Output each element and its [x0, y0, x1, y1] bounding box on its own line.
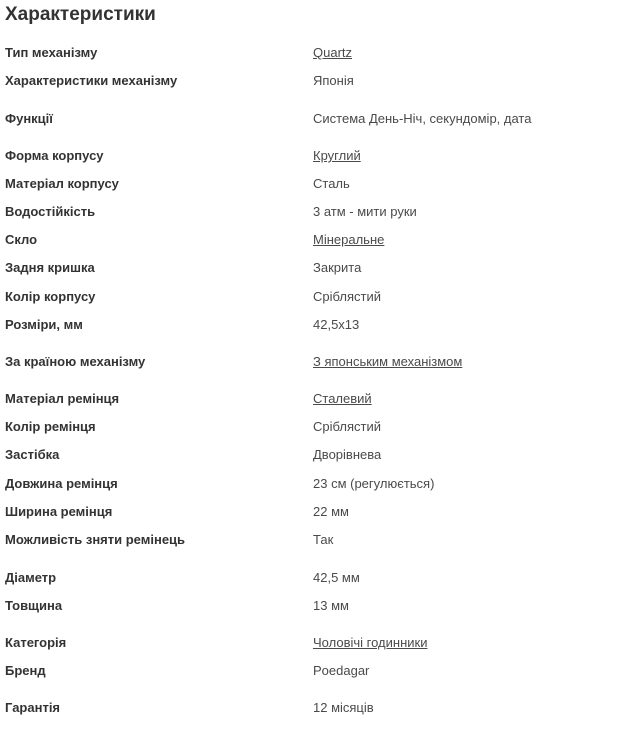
- spec-value: 12 місяців: [313, 700, 374, 715]
- section-title: Характеристики: [5, 4, 156, 25]
- spec-value: 42,5x13: [313, 317, 360, 332]
- spec-label: Матеріал корпусу: [5, 176, 119, 191]
- spec-row: [0, 317, 640, 337]
- spec-row: [0, 476, 640, 496]
- spec-row: [0, 700, 640, 720]
- spec-row: [0, 635, 640, 655]
- spec-row: [0, 260, 640, 280]
- spec-label: Розміри, мм: [5, 317, 83, 332]
- spec-label: За країною механізму: [5, 354, 146, 369]
- spec-value: Сталь: [313, 176, 350, 191]
- spec-value: Японія: [313, 73, 354, 88]
- spec-label: Задня кришка: [5, 260, 95, 275]
- spec-label: Матеріал ремінця: [5, 391, 120, 406]
- spec-row: [0, 419, 640, 439]
- spec-label: Ширина ремінця: [5, 504, 113, 519]
- spec-label: Функції: [5, 111, 53, 126]
- spec-label: Можливість зняти ремінець: [5, 532, 186, 547]
- spec-row: [0, 532, 640, 552]
- spec-label: Довжина ремінця: [5, 476, 118, 491]
- spec-row: [0, 176, 640, 196]
- spec-row: [0, 204, 640, 224]
- spec-label: Гарантія: [5, 700, 61, 715]
- spec-row: [0, 391, 640, 411]
- spec-label: Товщина: [5, 598, 63, 613]
- spec-label: Категорія: [5, 635, 67, 650]
- spec-value: 3 атм - мити руки: [313, 204, 417, 219]
- spec-value-link[interactable]: Сталевий: [313, 391, 372, 406]
- spec-value: Дворівнева: [313, 447, 382, 462]
- spec-row: [0, 111, 640, 131]
- spec-row: [0, 148, 640, 168]
- spec-label: Бренд: [5, 663, 46, 678]
- spec-row: [0, 663, 640, 683]
- spec-row: [0, 570, 640, 590]
- spec-value: 13 мм: [313, 598, 349, 613]
- spec-label: Форма корпусу: [5, 148, 104, 163]
- spec-row: [0, 447, 640, 467]
- spec-row: [0, 232, 640, 252]
- spec-label: Застібка: [5, 447, 60, 462]
- spec-value: 22 мм: [313, 504, 349, 519]
- spec-value-link[interactable]: Quartz: [313, 45, 353, 60]
- spec-label: Скло: [5, 232, 38, 247]
- spec-row: [0, 45, 640, 65]
- spec-value-link[interactable]: Мінеральне: [313, 232, 385, 247]
- spec-row: [0, 289, 640, 309]
- spec-row: [0, 598, 640, 618]
- spec-value: 23 см (регулюється): [313, 476, 435, 491]
- spec-value: Сріблястий: [313, 289, 381, 304]
- spec-label: Тип механізму: [5, 45, 98, 60]
- spec-value: 42,5 мм: [313, 570, 360, 585]
- spec-label: Водостійкість: [5, 204, 96, 219]
- spec-value: Сріблястий: [313, 419, 381, 434]
- spec-label: Колір ремінця: [5, 419, 96, 434]
- spec-label: Колір корпусу: [5, 289, 96, 304]
- spec-value-link[interactable]: З японським механізмом: [313, 354, 463, 369]
- spec-row: [0, 73, 640, 93]
- spec-label: Характеристики механізму: [5, 73, 178, 88]
- spec-value: Poedagar: [313, 663, 370, 678]
- spec-value-link[interactable]: Круглий: [313, 148, 361, 163]
- spec-value-link[interactable]: Чоловічі годинники: [313, 635, 428, 650]
- spec-value: Так: [313, 532, 334, 547]
- spec-label: Діаметр: [5, 570, 57, 585]
- spec-row: [0, 354, 640, 374]
- spec-row: [0, 504, 640, 524]
- spec-value: Система День-Ніч, секундомір, дата: [313, 111, 532, 126]
- spec-value: Закрита: [313, 260, 362, 275]
